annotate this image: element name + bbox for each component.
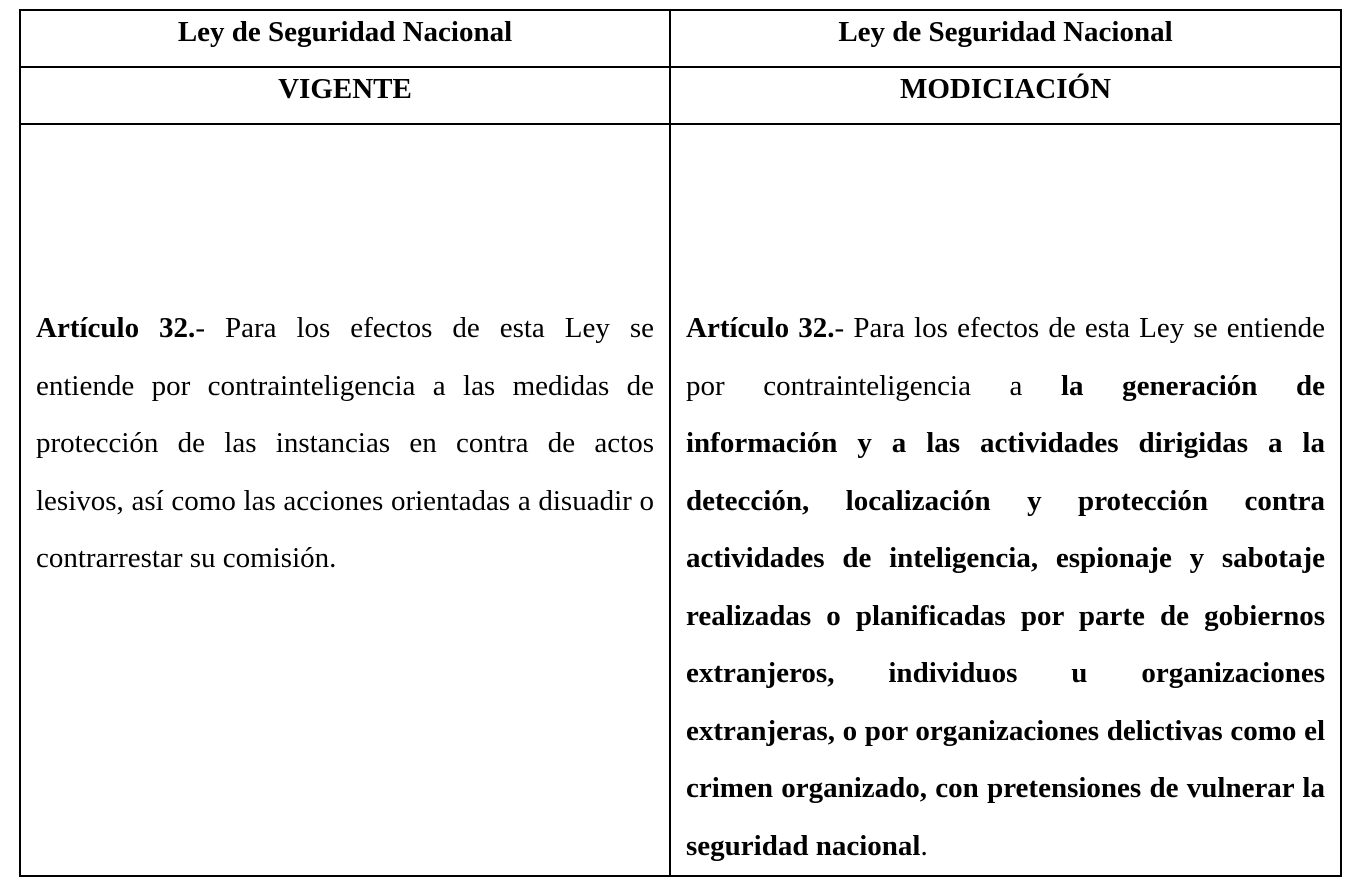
modified-article-text <box>671 125 1340 875</box>
right-subtitle-cell <box>670 67 1341 124</box>
right-title-cell <box>670 10 1341 67</box>
article-row <box>20 124 1341 876</box>
left-title-cell <box>20 10 670 67</box>
left-subtitle-cell <box>20 67 670 124</box>
modified-article-cell <box>670 124 1341 876</box>
law-comparison-table <box>19 9 1342 877</box>
modified-article-intro: - Para los efectos de esta Ley se entiende por contrainteligencia a <box>686 312 1325 402</box>
left-title: Ley de Seguridad Nacional <box>177 16 513 48</box>
right-subtitle: MODICIACIÓN <box>899 73 1112 105</box>
current-article-label: Artículo 32. <box>36 312 196 344</box>
current-article-body: - Para los efectos de esta Ley se entiende por contrainteligencia a las medidas de protección de las instancias en contra de actos lesivos, así como las acciones orientadas a disuadir o contrarrestar su comisión. <box>36 312 654 574</box>
modified-article-label: Artículo 32. <box>686 312 835 344</box>
title-row <box>20 10 1341 67</box>
left-subtitle: VIGENTE <box>278 73 412 105</box>
subtitle-row <box>20 67 1341 124</box>
modified-article-bold-text: la generación de información y a las actividades dirigidas a la detección, localización y protección contra actividades de inteligencia, espionaje y sabotaje realizadas o planificadas por parte de gobiernos extranjeros, individuos u organizaciones extranjeras, o por organizaciones delictivas como el crimen organizado, con pretensiones de vulnerar la seguridad nacional <box>686 369 1325 862</box>
current-article-text <box>21 125 669 588</box>
modified-article-end: . <box>920 829 928 862</box>
current-article-cell <box>20 124 670 876</box>
right-title: Ley de Seguridad Nacional <box>838 16 1173 48</box>
